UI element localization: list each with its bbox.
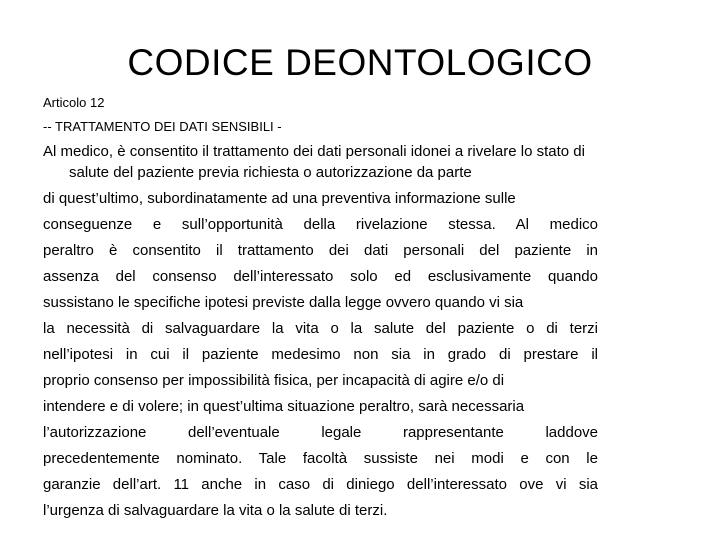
body-line: Al medico, è consentito il trattamento dei dati personali idonei a rivelare lo stato di — [43, 143, 585, 160]
body-line: intendere e di volere; in quest’ultima situazione peraltro, sarà necessaria — [43, 398, 525, 415]
body-line: conseguenze e sull’opportunità della rivelazione stessa. Al medico — [43, 216, 598, 233]
body-line: precedentemente nominato. Tale facoltà sussiste nei modi e con le — [43, 450, 598, 467]
body-line: assenza del consenso dell’interessato solo ed esclusivamente quando — [43, 268, 598, 285]
body-line: proprio consenso per impossibilità fisica, per incapacità di agire e/o di — [43, 372, 505, 389]
body-line: garanzie dell’art. 11 anche in caso di diniego dell’interessato ove vi sia — [43, 476, 598, 493]
body-line: l’urgenza di salvaguardare la vita o la salute di terzi. — [43, 502, 388, 519]
body-line: peraltro è consentito il trattamento dei dati personali del paziente in — [43, 242, 598, 259]
article-body — [43, 141, 598, 526]
body-line: nell’ipotesi in cui il paziente medesimo non sia in grado di prestare il — [43, 346, 598, 363]
body-line: salute del paziente previa richiesta o autorizzazione da parte — [69, 164, 472, 181]
body-line: di quest’ultimo, subordinatamente ad una preventiva informazione sulle — [43, 190, 516, 207]
body-line: l’autorizzazione dell’eventuale legale rappresentante laddove — [43, 424, 598, 441]
body-line: la necessità di salvaguardare la vita o la salute del paziente o di terzi — [43, 320, 598, 337]
article-number: Articolo 12 — [43, 95, 105, 110]
article-subtitle: -- TRATTAMENTO DEI DATI SENSIBILI - — [43, 119, 282, 134]
slide-title: CODICE DEONTOLOGICO — [127, 42, 593, 83]
body-line: sussistano le specifiche ipotesi previste dalla legge ovvero quando vi sia — [43, 294, 524, 311]
